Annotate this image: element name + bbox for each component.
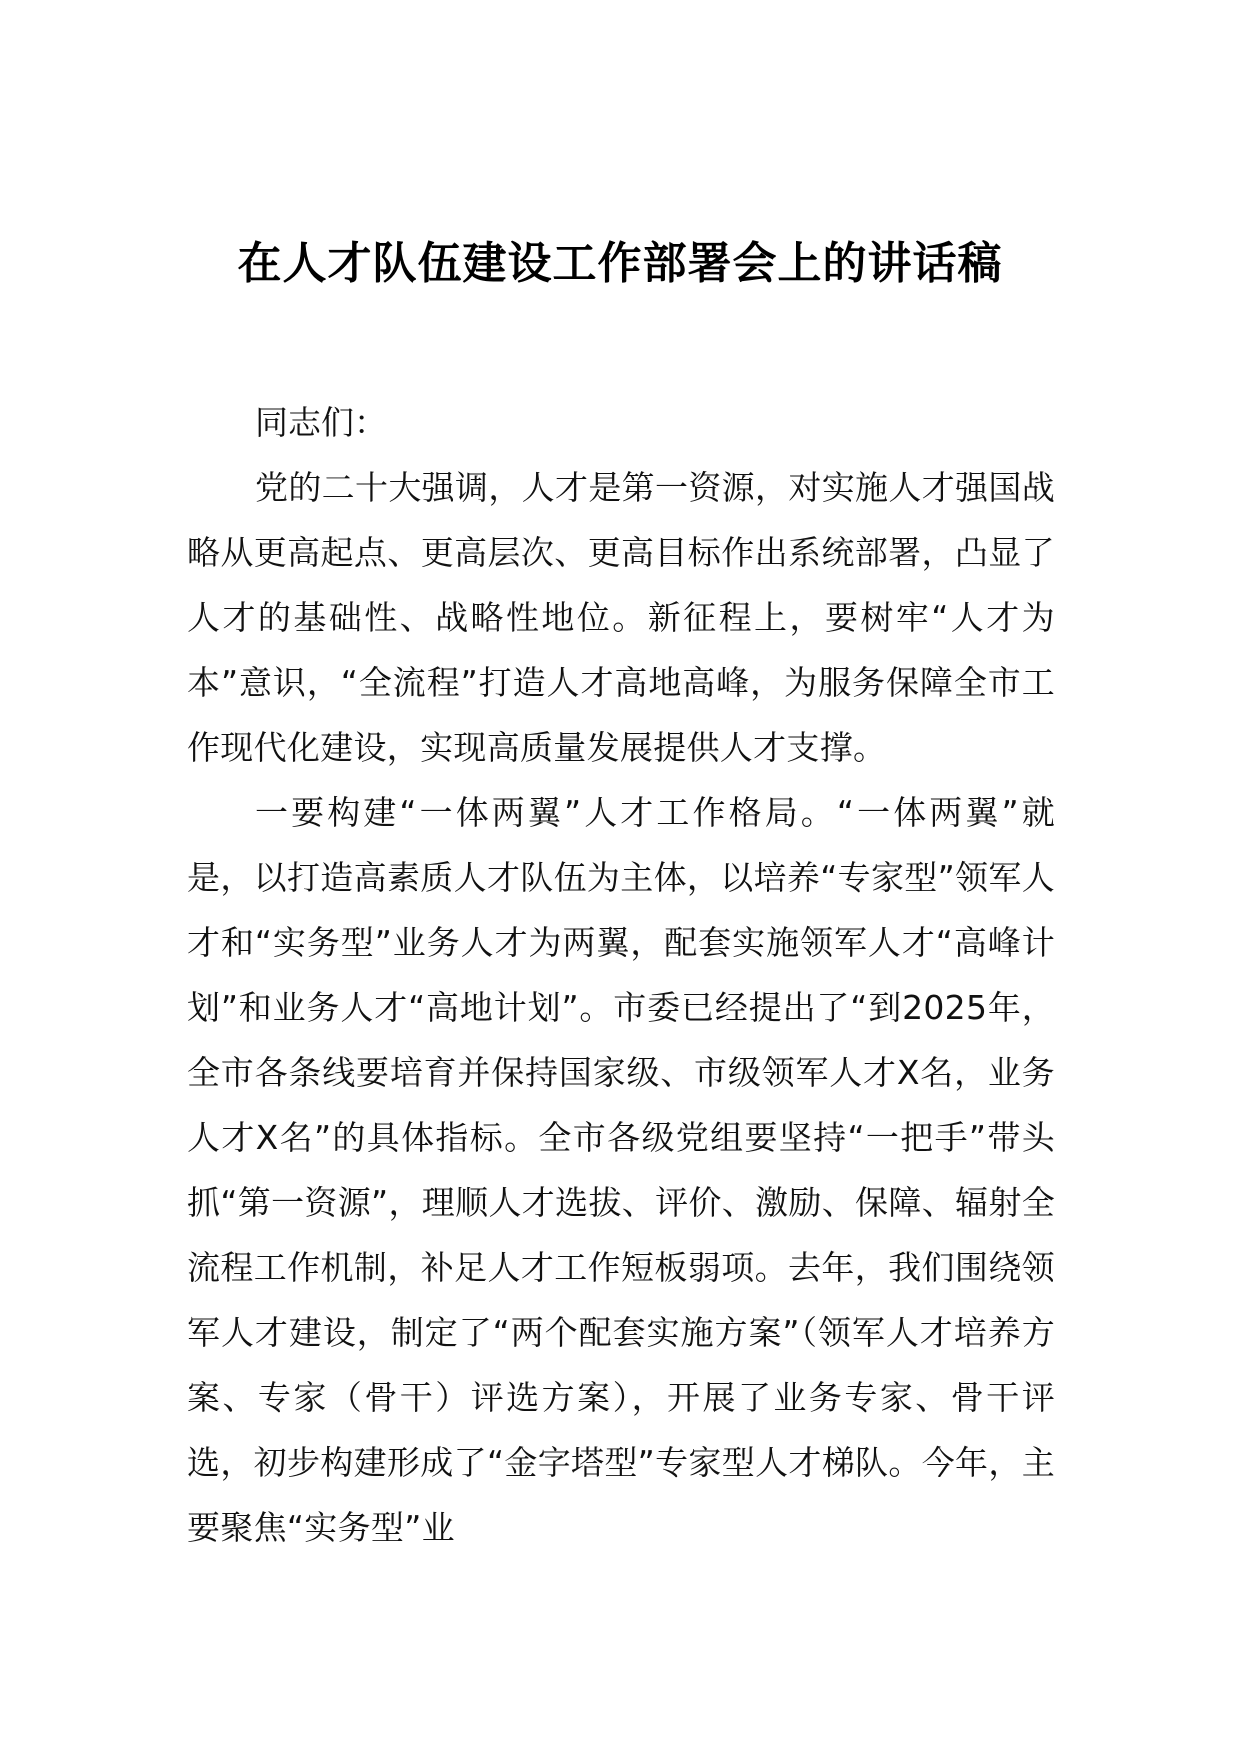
document-body xyxy=(187,390,1055,1560)
paragraph-1: 党的二十大强调，人才是第一资源，对实施人才强国战略从更高起点、更高层次、更高目标作出系统部署，凸显了人才的基础性、战略性地位。新征程上，要树牢“人才为本”意识，“全流程”打造人才高地高峰，为服务保障全市工作现代化建设，实现高质量发展提供人才支撑。 xyxy=(187,468,1055,767)
salutation: 同志们： xyxy=(255,403,387,442)
document-title: 在人才队伍建设工作部署会上的讲话稿 xyxy=(237,238,1003,290)
paragraph-2: 一要构建“一体两翼”人才工作格局。“一体两翼”就是，以打造高素质人才队伍为主体，以培养“专家型”领军人才和“实务型”业务人才为两翼，配套实施领军人才“高峰计划”和业务人才“高地计划”。市委已经提出了“到2025年，全市各条线要培育并保持国家级、市级领军人才X名，业务人才X名”的具体指标。全市各级党组要坚持“一把手”带头抓“第一资源”，理顺人才选拔、评价、激励、保障、辐射全流程工作机制，补足人才工作短板弱项。去年，我们围绕领军人才建设，制定了“两个配套实施方案”（领军人才培养方案、专家（骨干）评选方案），开展了业务专家、骨干评选，初步构建形成了“金字塔型”专家型人才梯队。今年，主要聚焦“实务型”业 xyxy=(187,793,1055,1547)
